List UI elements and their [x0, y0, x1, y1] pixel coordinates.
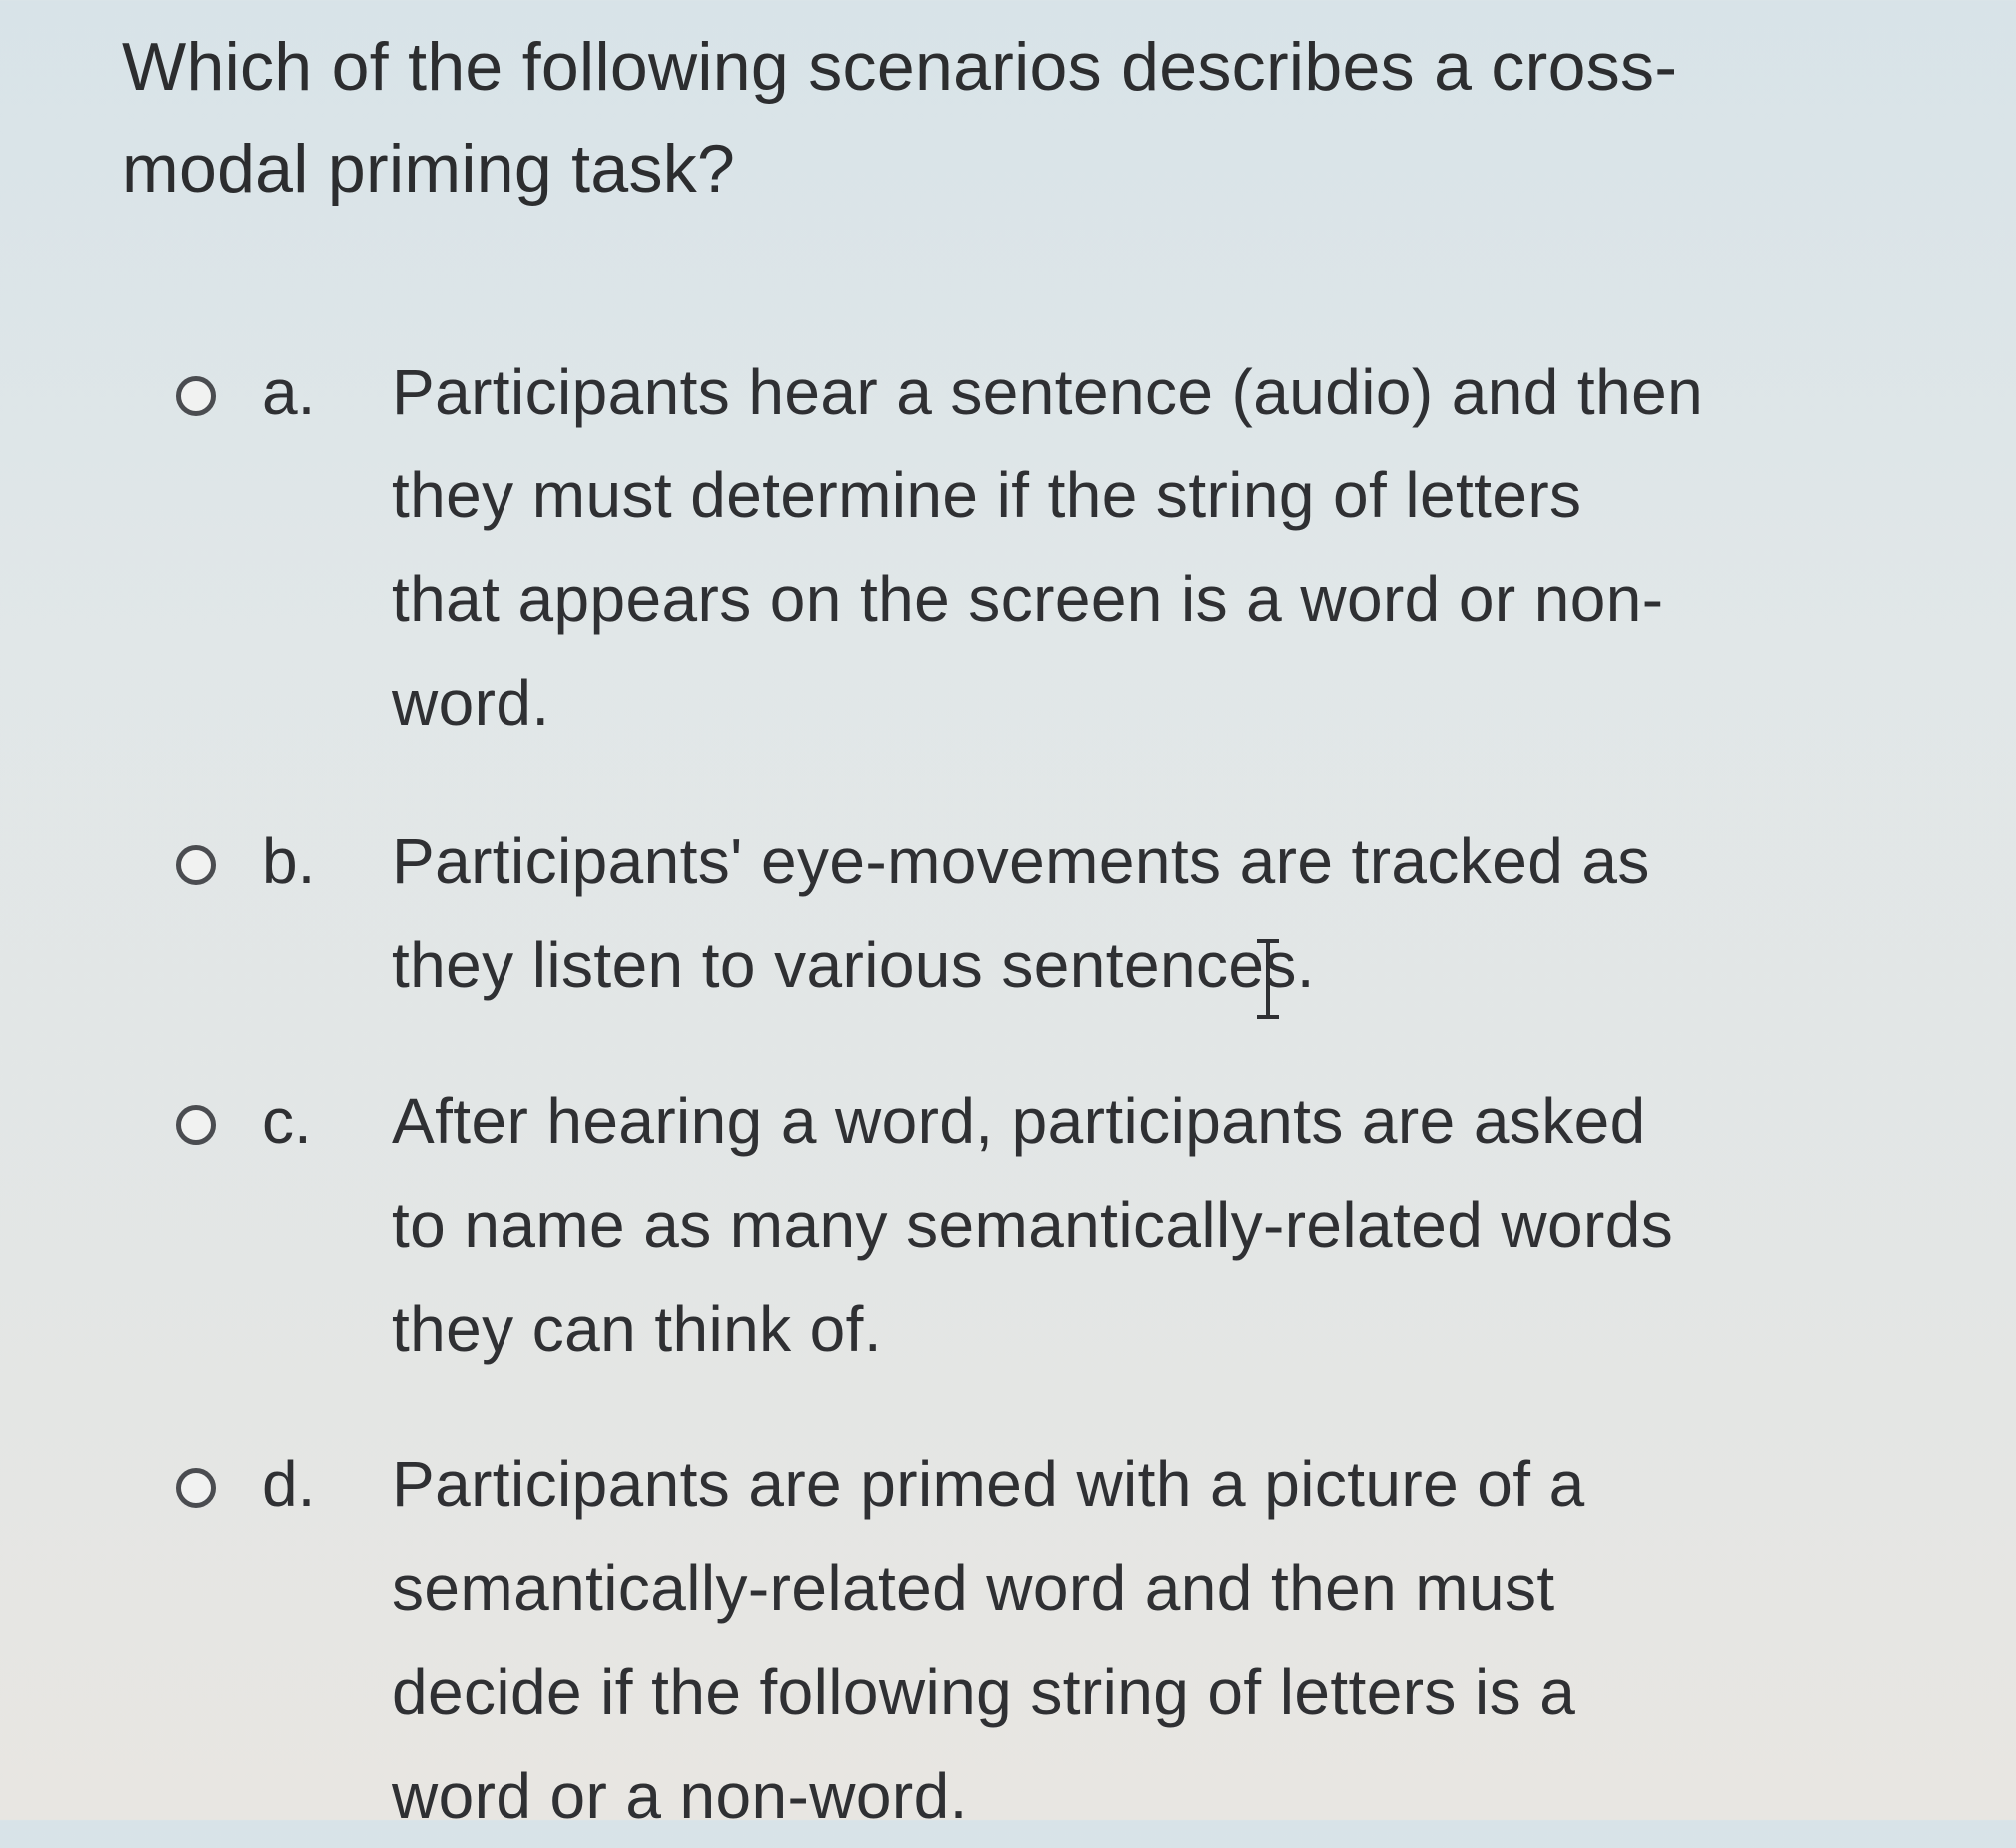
option-line: to name as many semantically-related words [392, 1189, 1674, 1261]
option-letter: b. [262, 825, 316, 897]
option-line: word or a non-word. [392, 1760, 968, 1832]
option-text[interactable] [392, 1432, 1870, 1848]
radio-unselected-icon[interactable] [176, 1468, 216, 1508]
option-line: they must determine if the string of letters [392, 460, 1582, 531]
option-line: Participants are primed with a picture of a [392, 1448, 1585, 1520]
option-line: semantically-related word and then must [392, 1552, 1555, 1624]
option-text[interactable] [392, 1069, 1870, 1381]
option-line: that appears on the screen is a word or non- [392, 563, 1664, 635]
option-line: they can think of. [392, 1293, 883, 1365]
option-line: decide if the following string of letters is a [392, 1656, 1576, 1728]
radio-unselected-icon[interactable] [176, 376, 216, 416]
text-cursor-icon [1253, 939, 1283, 1019]
question-line: modal priming task? [122, 131, 736, 207]
option-line: Participants hear a sentence (audio) and then [392, 356, 1704, 428]
option-text[interactable] [392, 340, 1870, 755]
radio-unselected-icon[interactable] [176, 845, 216, 885]
option-letter: c. [262, 1085, 312, 1157]
option-line: After hearing a word, participants are asked [392, 1085, 1646, 1157]
option-line: they listen to various sentences. [392, 929, 1315, 1001]
option-line: Participants' eye-movements are tracked as [392, 825, 1650, 897]
option-line: word. [392, 667, 550, 739]
option-text[interactable] [392, 809, 1870, 1017]
radio-unselected-icon[interactable] [176, 1105, 216, 1145]
option-letter: a. [262, 356, 316, 428]
option-letter: d. [262, 1448, 316, 1520]
question-line: Which of the following scenarios describes a cross- [122, 29, 1678, 105]
